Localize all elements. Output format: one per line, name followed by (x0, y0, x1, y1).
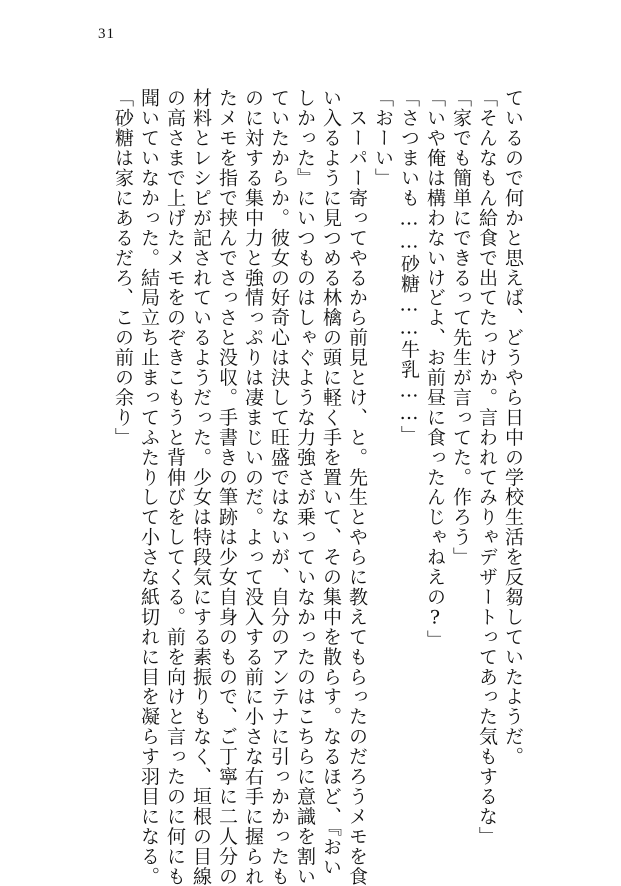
page-number: 31 (98, 26, 115, 42)
text-line-7: スーパー寄ってやるから前見とけ、と。先生とやらに教えてもらったのだろうメモを食 (346, 88, 368, 886)
text-line-11: のに対する集中力と強情っぷりは凄まじいのだ。よって没入する前に小さな右手に握られ (242, 88, 264, 886)
text-line-15: 聞いていなかった。結局立ち止まってふたりして小さな紙切れに目を凝らす羽目になる。 (138, 88, 160, 886)
text-line-14: の高さまで上げたメモをのぞきこもうと背伸びをしてくる。前を向けと言ったのに何にも (164, 88, 186, 886)
text-line-4: 「いや俺は構わないけどよ、お前昼に食ったんじゃねえの?」 (424, 88, 446, 650)
text-line-6: 「おーい」 (372, 88, 394, 188)
text-line-3: 「家でも簡単にできるって先生が言ってた。作ろう」 (450, 88, 472, 567)
text-line-13: 材料とレシピが記されているようだった。少女は特段気にする素振りもなく、垣根の目線 (190, 88, 212, 886)
text-line-5: 「さつまいも……砂糖……牛乳……」 (398, 88, 420, 446)
text-line-1: ているので何かと思えば、どうやら日中の学校生活を反芻していたようだ。 (502, 88, 524, 767)
text-line-16: 「砂糖は家にあるだろ、この前の余り」 (112, 88, 134, 448)
text-line-10: ていたからか。彼女の好奇心は決して旺盛ではないが、自分のアンテナに引っかかったも (268, 88, 290, 886)
text-line-8: い入るように見つめる林檎の頭に軽く手を置いて、その集中を散らす。なるほど、『おい (320, 88, 342, 877)
text-line-12: たメモを指で挟んでさっさと没収。手書きの筆跡は少女自身のもので、ご丁寧に二人分の (216, 88, 238, 886)
text-line-2: 「そんなもん給食で出てたっけか。言われてみりゃデザートってあった気もするな」 (476, 88, 498, 847)
text-line-9: しかった』にいつものはしゃぐような力強さが乗っていなかったのはこちらに意識を割い (294, 88, 316, 886)
